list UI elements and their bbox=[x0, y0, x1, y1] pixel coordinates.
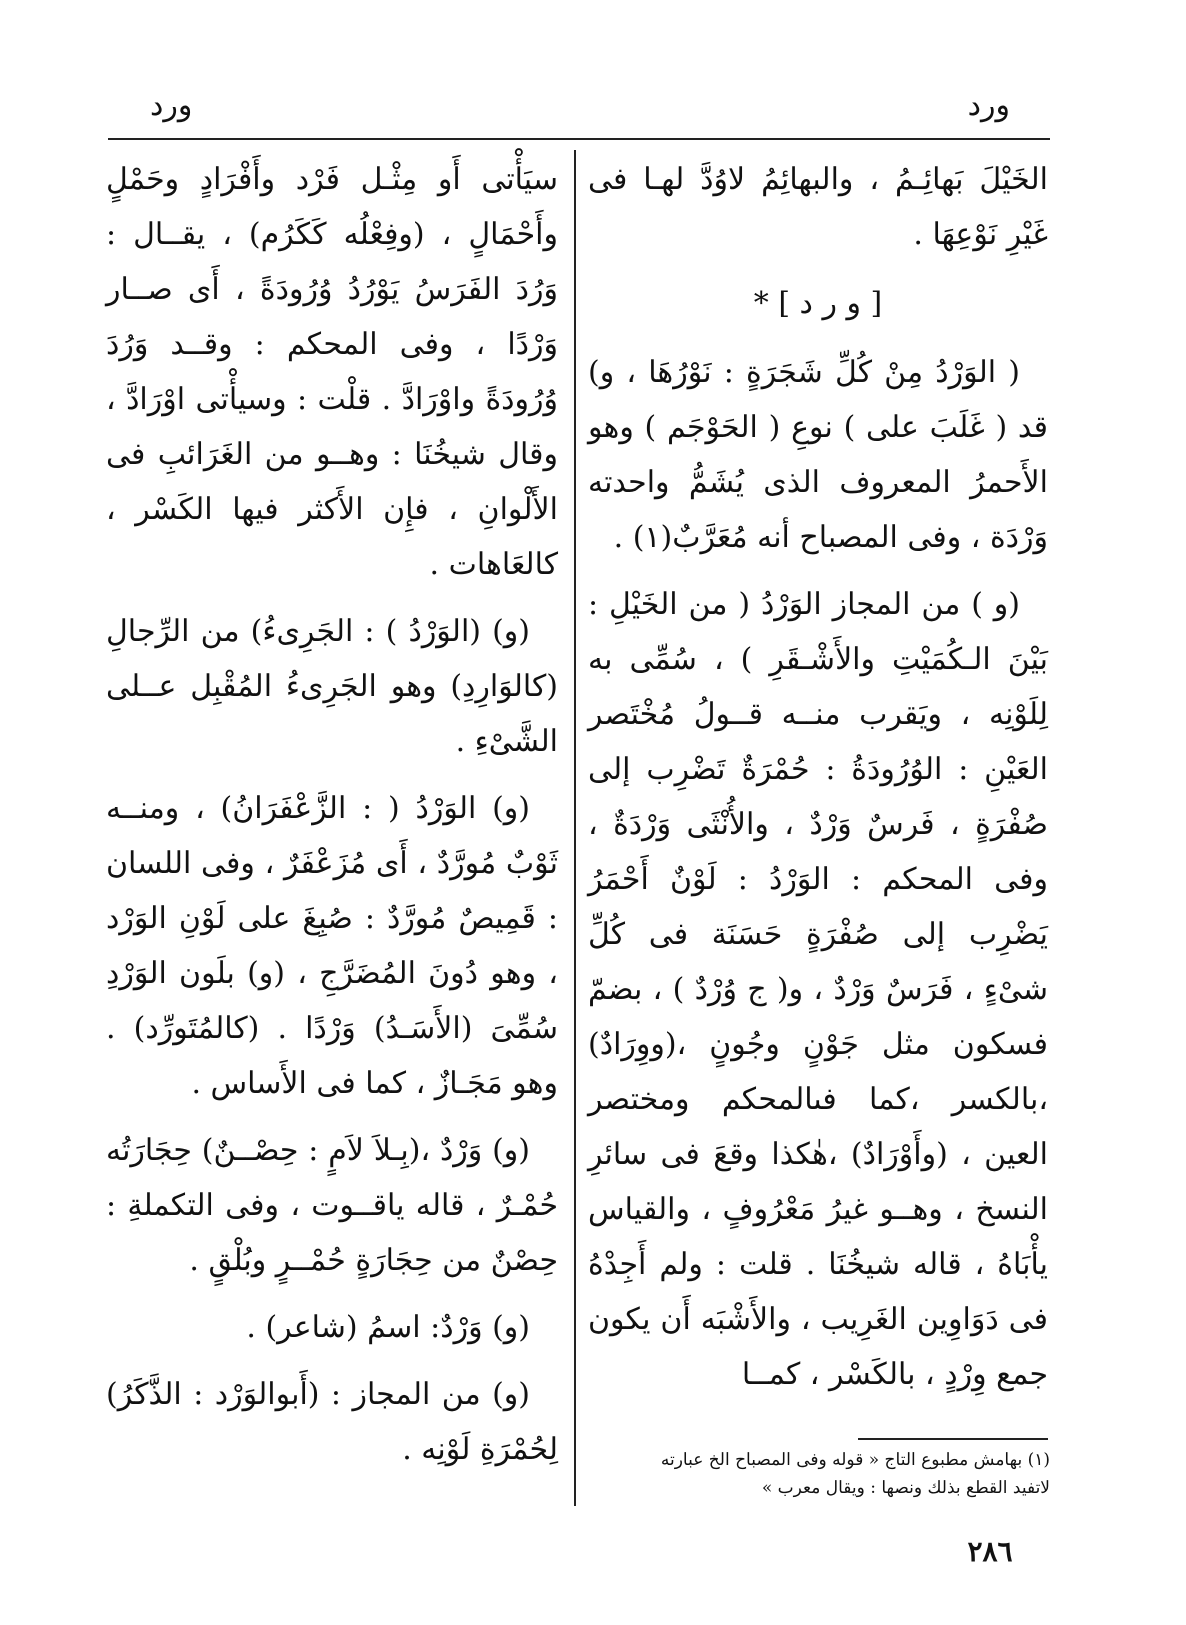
running-head-left: ورد bbox=[150, 88, 193, 123]
footnote-rule bbox=[858, 1438, 1048, 1440]
paragraph: (و) (الوَرْدُ ) : الجَرِىءُ) من الرِّجالِ (كالوَارِدِ) وهو الجَرِىءُ المُقْبِل عــلى الشَّىْءِ . bbox=[106, 614, 558, 759]
footnote bbox=[610, 1446, 1050, 1502]
left-column bbox=[106, 152, 558, 1489]
paragraph: (و) وَرْدٌ: اسمُ (شاعر) . bbox=[246, 1310, 530, 1345]
paragraph: الخَيْلَ بَهائِـمُ ، والبهائِمُ لاوُدَّ لهـا فى غَيْرِ نَوْعِهَا . bbox=[588, 162, 1048, 252]
entry-heading: [ و ر د ] * bbox=[753, 286, 883, 321]
footnote-line: لاتفيد القطع بذلك ونصها : ويقال معرب » bbox=[761, 1478, 1050, 1498]
page-number: ٢٨٦ bbox=[967, 1535, 1013, 1568]
paragraph: سيَأْتى أَو مِثْـل فَرْد وأَفْرَادٍ وحَمْلٍ وأَحْمَالٍ ، (وفِعْلُه كَكَرُم) ، يقــال : وَرُدَ الفَرَسُ يَوْرُدُ وُرُودَةً ، أَى صــار وَرْدًا ، وفى المحكم : وقــد وَرُدَ وُرُودَةً واوْرَادَّ . قلْت : وسيأْتى اوْرَادَّ ، وقال شيخُنَا : وهــو من الغَرَائبِ فى الأَلْوانِ ، فإِن الأَكثر فيها الكَسْر ، كالعَاهات . bbox=[106, 162, 558, 582]
column-divider bbox=[574, 150, 576, 1506]
paragraph: ( الوَرْدُ مِنْ كُلِّ شَجَرَةٍ : نَوْرُهَا ، و) قد ( غَلَبَ على ) نوعِ ( الحَوْجَم ) وهو الأَحمرُ المعروف الذى يُشَمُّ واحدته وَرْدَة ، وفى المصباح أنه مُعَرَّبٌ(١) . bbox=[588, 355, 1048, 555]
right-column bbox=[588, 152, 1048, 1414]
paragraph: (و) الوَرْدُ ( : الزَّعْفَرَانُ) ، ومنــه ثَوْبٌ مُورَّدٌ ، أَى مُزَعْفَرٌ ، وفى اللسان : قَمِيصٌ مُورَّدٌ : صُبِغَ على لَوْنِ الوَرْد ، وهو دُونَ المُضَرَّجِ ، (و) بلَون الوَرْدِ سُمِّىَ (الأَسَـدُ) وَرْدًا . (كالمُتَورِّد) . وهو مَجَـازٌ ، كما فى الأَساس . bbox=[106, 791, 558, 1101]
footnote-line: (١) بهامش مطبوع التاج « قوله وفى المصباح الخ عبارته bbox=[660, 1450, 1050, 1470]
paragraph: (و ) من المجاز الوَرْدُ ( من الخَيْلِ : بَيْنَ الـكُمَيْتِ والأَشْـقَرِ ) ، سُمِّى به لِلَوْنِه ، ويَقرب منــه قــولُ مُخْتَصر العَيْنِ : الوُرُودَةُ : حُمْرَةٌ تَضْرِب إلى صُفْرَةٍ ، فَرسٌ وَرْدٌ ، والأُنْثَى وَرْدَةٌ ، وفى المحكم : الوَرْدُ : لَوْنٌ أَحْمَرُ يَضْرِب إلى صُفْرَةٍ حَسَنَة فى كُلِّ شىْءٍ ، فَرَسٌ وَرْدٌ ، و( ج وُرْدٌ ) ، بضمّ فسكون مثل جَوْنٍ وجُونٍ ،(ووِرَادٌ) ،بالكسر ،كما فىالمحكم ومختصر العين ، (وأَوْرَادٌ) ،هٰكذا وقعَ فى سائرِ النسخ ، وهــو غيرُ مَعْرُوفٍ ، والقياس يأْبَاهُ ، قاله شيخُنَا . قلت : ولم أَجِدْهُ فى دَوَاوِين الغَرِيب ، والأَشْبَه أَن يكون جمع وِرْدٍ ، بالكَسْر ، كمــا bbox=[588, 587, 1048, 1392]
paragraph: (و) وَرْدٌ ،(بِـلاَ لاَمٍ : حِصْــنٌ) حِجَارَتُه حُمْـرٌ ، قاله ياقــوت ، وفى التكملةِ : حِصْنٌ من حِجَارَةٍ حُمْــرٍ وبُلْقٍ . bbox=[106, 1133, 558, 1278]
header-rule bbox=[108, 138, 1050, 140]
running-head-right: ورد bbox=[967, 88, 1010, 123]
paragraph: (و) من المجاز : (أَبوالوَرْد : الذَّكَرُ) لِحُمْرَةِ لَوْنِه . bbox=[106, 1377, 558, 1467]
